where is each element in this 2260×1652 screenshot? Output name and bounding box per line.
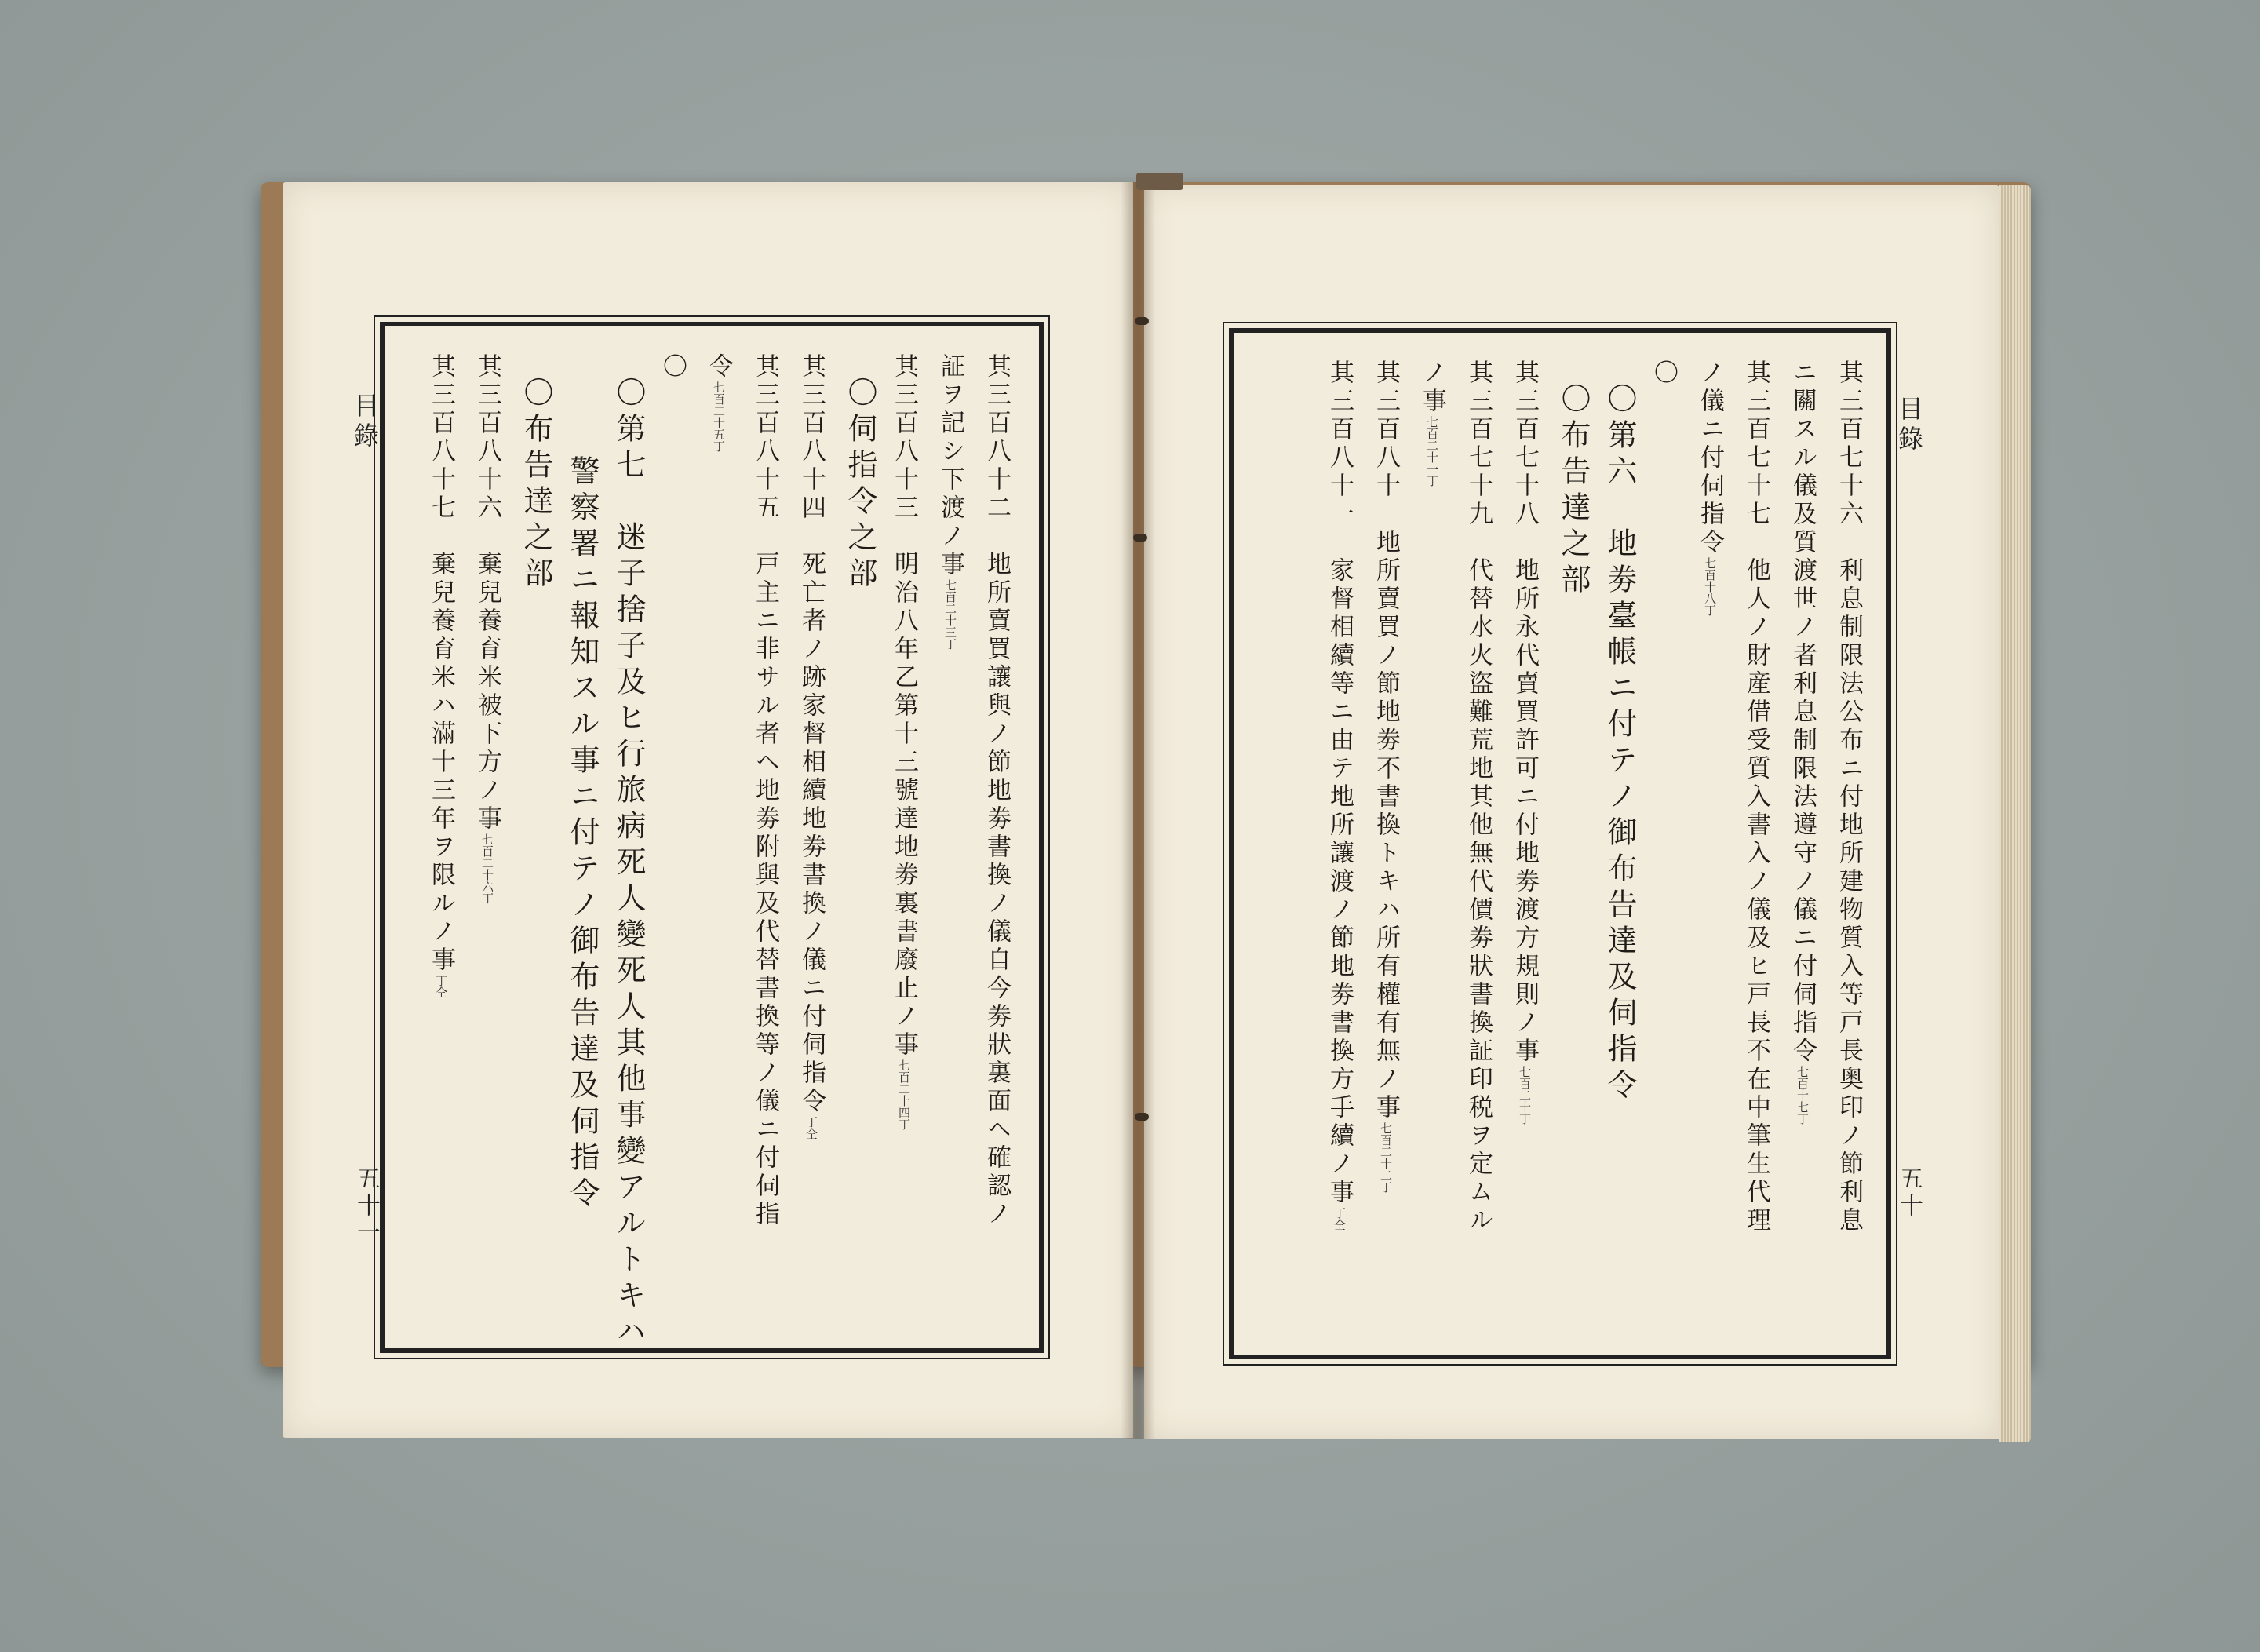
line-text: 其三百八十六 棄兒養育米被下方ノ事 <box>473 353 501 833</box>
line-text: 〇第七 迷子捨子及ヒ行旅病死人變死人其他事變アルトキハ <box>611 377 646 1351</box>
line-text: 〇 <box>658 353 687 381</box>
binding-stitch <box>1135 317 1149 325</box>
binding-stitch <box>1135 1113 1149 1121</box>
line-text: 其三百八十四 死亡者ノ跡家督相續地劵書換ノ儀ニ付伺指令 <box>797 353 826 1116</box>
text-column <box>1602 383 1637 1105</box>
line-text: 〇伺指令之部 <box>843 377 877 593</box>
text-column <box>428 353 453 998</box>
line-text: 其三百八十三 明治八年乙第十三號達地劵裏書廢止ノ事 <box>890 353 918 1059</box>
left-margin-title: 目錄 <box>350 392 380 452</box>
page-reference: 七百十七丁 <box>1795 1066 1810 1125</box>
page-reference: 七百十八丁 <box>1703 557 1717 616</box>
text-column <box>1511 359 1539 1125</box>
text-column <box>982 353 1011 1229</box>
page-reference: 七百二十六丁 <box>480 833 494 904</box>
page-reference: 七百二十四丁 <box>897 1059 911 1130</box>
text-column <box>565 455 600 1213</box>
text-column <box>1836 359 1861 1235</box>
text-column <box>521 377 551 593</box>
line-text: 証ヲ記シ下渡ノ事 <box>936 353 964 579</box>
text-column <box>1464 359 1493 1235</box>
text-column <box>611 377 646 1351</box>
line-text: 〇第六 地劵臺帳ニ付テノ御布告達及伺指令 <box>1602 383 1637 1105</box>
line-text: 警察署ニ報知スル事ニ付テノ御布告達及伺指令 <box>565 455 600 1213</box>
page-reference: 丁仝 <box>1332 1207 1347 1231</box>
text-column <box>1325 359 1354 1231</box>
headband <box>1136 173 1183 190</box>
line-text: 其三百八十一 家督相續等ニ由テ地所讓渡ノ節地劵書換方手續ノ事 <box>1325 359 1354 1207</box>
left-page-number: 五十一 <box>352 1166 380 1246</box>
text-column <box>706 353 731 452</box>
line-text: 其三百八十 地所賣買ノ節地劵不書換トキハ所有權有無ノ事 <box>1372 359 1400 1122</box>
binding-stitch <box>1133 534 1147 542</box>
page-reference: 丁仝 <box>804 1116 818 1140</box>
line-text: ニ關スル儀及質渡世ノ者利息制限法遵守ノ儀ニ付伺指令 <box>1788 359 1817 1066</box>
page-reference: 七百二十一丁 <box>1425 416 1439 487</box>
line-text: 其三百八十七 棄兒養育米ハ滿十三年ヲ限ルノ事 <box>427 353 455 975</box>
text-column <box>475 353 499 904</box>
line-text: ノ事 <box>1418 359 1446 416</box>
page-reference: 七百二十三丁 <box>943 579 957 650</box>
text-column <box>797 353 826 1140</box>
line-text: 〇 <box>1649 359 1678 388</box>
text-column <box>1744 359 1768 1235</box>
text-column <box>1420 359 1444 487</box>
line-text: 其三百七十九 代替水火盜難荒地其他無代價劵狀書換証印税ヲ定ムル <box>1464 359 1493 1235</box>
page-edges <box>1999 185 2031 1442</box>
right-margin-title: 目錄 <box>1894 396 1924 455</box>
page-reference: 七百二十丁 <box>1518 1066 1532 1125</box>
line-text: 其三百七十七 他人ノ財産借受質入書入ノ儀及ヒ戸長不在中筆生代理 <box>1742 359 1770 1235</box>
text-column <box>658 353 687 381</box>
line-text: 令 <box>705 353 733 381</box>
line-text: ノ儀ニ付伺指令 <box>1696 359 1724 557</box>
right-page-number: 五十 <box>1895 1166 1923 1220</box>
text-column <box>1649 359 1678 388</box>
text-column <box>1788 359 1817 1125</box>
line-text: 其三百八十二 地所賣買讓與ノ節地劵書換ノ儀自今劵狀裏面ヘ確認ノ <box>982 353 1011 1229</box>
text-column <box>845 377 875 593</box>
text-column <box>891 353 916 1130</box>
line-text: 其三百七十八 地所永代賣買許可ニ付地劵渡方規則ノ事 <box>1511 359 1539 1066</box>
text-column <box>1373 359 1398 1193</box>
text-column <box>1556 383 1591 600</box>
book-gutter <box>1121 182 1155 1439</box>
line-text: 〇布告達之部 <box>519 377 553 593</box>
line-text: 其三百七十六 利息制限法公布ニ付地所建物質入等戸長奥印ノ節利息 <box>1835 359 1863 1235</box>
text-column <box>938 353 962 650</box>
page-reference: 七百二十五丁 <box>712 381 726 452</box>
page-reference: 七百二十二丁 <box>1379 1122 1393 1193</box>
text-column <box>753 353 777 1229</box>
line-text: 〇布告達之部 <box>1556 383 1591 600</box>
line-text: 其三百八十五 戸主ニ非サル者ヘ地劵附與及代替書換等ノ儀ニ付伺指 <box>751 353 779 1229</box>
page-reference: 丁仝 <box>434 975 448 998</box>
text-column <box>1697 359 1722 616</box>
